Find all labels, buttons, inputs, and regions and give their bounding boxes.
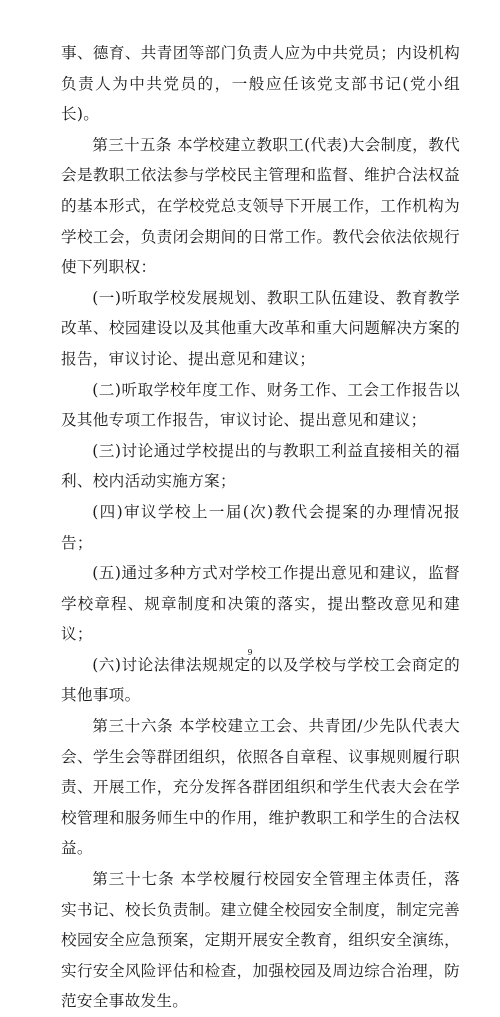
article-35-item-1: (一)听取学校发展规划、教职工队伍建设、教育教学改革、校园建设以及其他重大改革和重大问题解决方案的报告，审议讨论、提出意见和建议； — [61, 288, 460, 368]
article-36-paragraph: 第三十六条 本学校建立工会、共青团/少先队代表大会、学生会等群团组织，依照各自章程、议事规则履行职责、开展工作，充分发挥各群团组织和学生代表大会在学校管理和服务师生中的作用，维护教职工和学生的合法权益。 — [61, 717, 460, 858]
article-35-item-5: (五)通过多种方式对学校工作提出意见和建议，监督学校章程、规章制度和决策的落实，提出整改意见和建议； — [61, 564, 460, 644]
paragraph-continuation: 事、德育、共青团等部门负责人应为中共党员；内设机构负责人为中共党员的，一般应任该党支部书记(党小组长)。 — [61, 44, 460, 124]
article-35-paragraph: 第三十五条 本学校建立教职工(代表)大会制度，教代会是教职工依法参与学校民主管理和监督、维护合法权益的基本形式，在学校党总支领导下开展工作，工作机构为学校工会，负责闭会期间的日常工作。教代会依法依规行使下列职权： — [61, 135, 460, 277]
page-number: 9 — [247, 648, 253, 657]
article-35-item-4: (四)审议学校上一届(次)教代会提案的办理情况报告； — [61, 502, 460, 552]
article-35-item-6: (六)讨论法律法规规定的以及学校与学校工会商定的其他事项。 — [61, 655, 460, 705]
article-35-item-3: (三)讨论通过学校提出的与教职工利益直接相关的福利、校内活动实施方案； — [61, 441, 460, 491]
document-body — [61, 38, 460, 1017]
article-35-item-2: (二)听取学校年度工作、财务工作、工会工作报告以及其他专项工作报告，审议讨论、提出意见和建议； — [61, 380, 460, 430]
article-37-paragraph: 第三十七条 本学校履行校园安全管理主体责任，落实书记、校长负责制。建立健全校园安全制度，制定完善校园安全应急预案，定期开展安全教育，组织安全演练，实行安全风险评估和检查，加强校园及周边综合治理，防范安全事故发生。 — [61, 870, 460, 1011]
